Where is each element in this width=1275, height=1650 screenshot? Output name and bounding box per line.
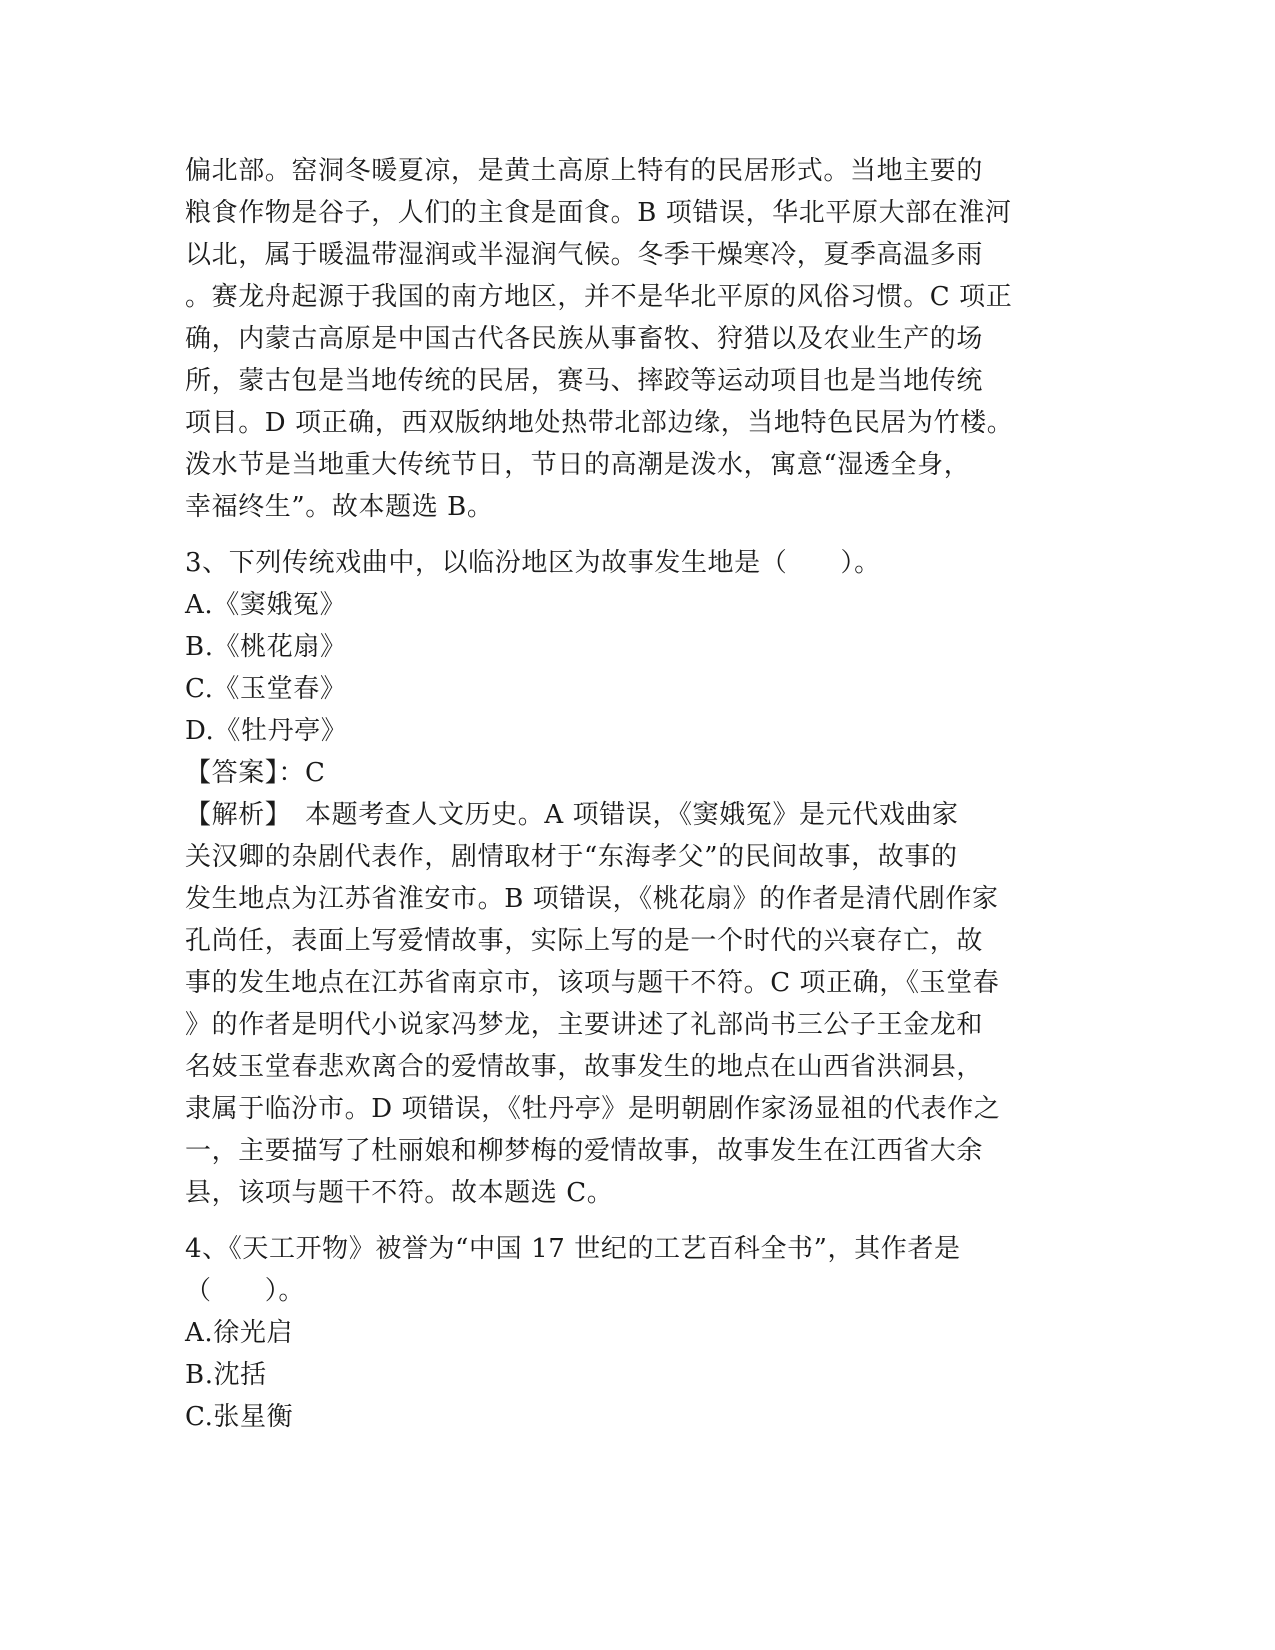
text-line: 【解析】 本题考查人文历史。A 项错误，《窦娥冤》是元代戏曲家 — [185, 800, 959, 830]
text-line: 隶属于临汾市。D 项错误，《牡丹亭》是明朝剧作家汤显祖的代表作之 — [185, 1094, 1001, 1124]
text-line: 偏北部。窑洞冬暖夏凉，是黄土高原上特有的民居形式。当地主要的 — [185, 156, 984, 186]
option-c: C.张星衡 — [185, 1402, 294, 1432]
spacer — [185, 1214, 1085, 1228]
option-c: C.《玉堂春》 — [185, 674, 347, 704]
text-line: 县，该项与题干不符。故本题选 C。 — [185, 1178, 614, 1208]
text-line: 确，内蒙古高原是中国古代各民族从事畜牧、狩猎以及农业生产的场 — [185, 324, 984, 354]
option-b: B.《桃花扇》 — [185, 632, 347, 662]
option-a: A.徐光启 — [185, 1318, 294, 1348]
text-line: 以北，属于暖温带湿润或半湿润气候。冬季干燥寒冷，夏季高温多雨 — [185, 240, 984, 270]
text-line: 项目。D 项正确，西双版纳地处热带北部边缘，当地特色民居为竹楼。 — [185, 408, 1014, 438]
text-line: 发生地点为江苏省淮安市。B 项错误，《桃花扇》的作者是清代剧作家 — [185, 884, 999, 914]
text-line: 泼水节是当地重大传统节日，节日的高潮是泼水，寓意“湿透全身， — [185, 450, 971, 480]
text-line: 名妓玉堂春悲欢离合的爱情故事，故事发生的地点在山西省洪洞县， — [185, 1052, 984, 1082]
text-line: 。赛龙舟起源于我国的南方地区，并不是华北平原的风俗习惯。C 项正 — [185, 282, 1013, 312]
question-text: 3、下列传统戏曲中，以临汾地区为故事发生地是（ ）。 — [185, 548, 881, 578]
spacer — [185, 528, 1085, 542]
document-page — [185, 150, 1085, 1438]
option-b: B.沈括 — [185, 1360, 267, 1390]
answer-line: 【答案】：C — [185, 758, 326, 788]
text-line: 事的发生地点在江苏省南京市，该项与题干不符。C 项正确，《玉堂春 — [185, 968, 1000, 998]
text-line: 幸福终生”。故本题选 B。 — [185, 492, 494, 522]
prev-explanation — [185, 150, 1085, 528]
text-line: 》的作者是明代小说家冯梦龙，主要讲述了礼部尚书三公子王金龙和 — [185, 1010, 984, 1040]
text-line: 一，主要描写了杜丽娘和柳梦梅的爱情故事，故事发生在江西省大余 — [185, 1136, 984, 1166]
text-line: 所，蒙古包是当地传统的民居，赛马、摔跤等运动项目也是当地传统 — [185, 366, 984, 396]
question-3 — [185, 542, 1085, 1214]
option-d: D.《牡丹亭》 — [185, 716, 348, 746]
question-4 — [185, 1228, 1085, 1438]
question-text: （ ）。 — [185, 1276, 306, 1306]
question-text: 4、《天工开物》被誉为“中国 17 世纪的工艺百科全书”，其作者是 — [185, 1234, 961, 1264]
text-line: 粮食作物是谷子，人们的主食是面食。B 项错误，华北平原大部在淮河 — [185, 198, 1012, 228]
text-line: 关汉卿的杂剧代表作，剧情取材于“东海孝父”的民间故事，故事的 — [185, 842, 958, 872]
text-line: 孔尚任，表面上写爱情故事，实际上写的是一个时代的兴衰存亡，故 — [185, 926, 984, 956]
option-a: A.《窦娥冤》 — [185, 590, 347, 620]
